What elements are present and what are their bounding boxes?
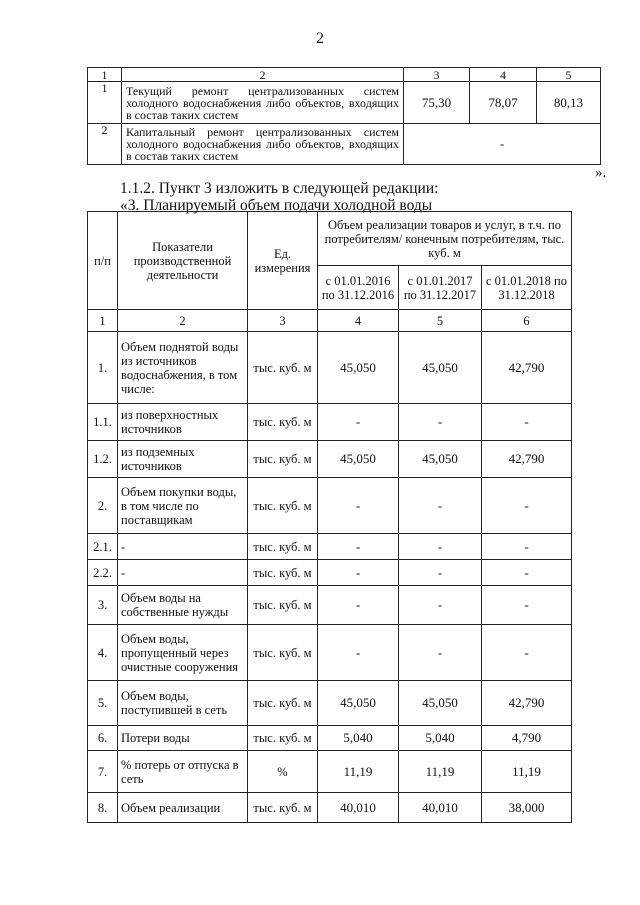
value-2017: 45,050 (399, 681, 482, 726)
closing-quote: ». (595, 165, 607, 181)
table-row (88, 560, 572, 586)
indicator-name: % потерь от отпуска в сеть (118, 751, 248, 793)
unit-cell: тыс. куб. м (248, 560, 318, 586)
table-row (88, 332, 572, 404)
table-row (88, 124, 601, 165)
row-number: 2 (88, 124, 122, 165)
row-text: Текущий ремонт централизованных систем холодного водоснабжения либо объектов, входящих в состав таких систем (122, 82, 404, 124)
indicator-name: Потери воды (118, 726, 248, 751)
table-row (88, 534, 572, 560)
row-number: 1. (88, 332, 118, 404)
indicator-name: Объем воды на собственные нужды (118, 586, 248, 625)
table-row (88, 726, 572, 751)
table-row (88, 586, 572, 625)
column-number: 1 (88, 310, 118, 332)
table-header-row (88, 212, 572, 266)
value-2018: - (482, 586, 572, 625)
indicator-name: Объем воды, поступившей в сеть (118, 681, 248, 726)
header-period: с 01.01.2018 по 31.12.2018 (482, 266, 572, 310)
header-period: с 01.01.2016 по 31.12.2016 (318, 266, 399, 310)
value-2018: 42,790 (482, 441, 572, 478)
unit-cell: тыс. куб. м (248, 441, 318, 478)
unit-cell: тыс. куб. м (248, 534, 318, 560)
value-2017: - (399, 625, 482, 681)
row-text: Капитальный ремонт централизованных систем холодного водоснабжения либо объектов, входящих в состав таких систем (122, 124, 404, 165)
value-2016: 5,040 (318, 726, 399, 751)
value-2017: - (399, 478, 482, 534)
value-2018: 42,790 (482, 681, 572, 726)
page-number: 2 (316, 30, 324, 47)
value-2016: - (318, 534, 399, 560)
value-2017: - (399, 586, 482, 625)
value-2016: 40,010 (318, 793, 399, 823)
value-2016: - (318, 560, 399, 586)
column-number: 2 (118, 310, 248, 332)
value-2017: - (399, 534, 482, 560)
header-unit: Ед. измерения (248, 212, 318, 310)
section-title: «3. Планируемый объем подачи холодной воды (120, 197, 433, 214)
value-2018: - (482, 625, 572, 681)
table-row (88, 751, 572, 793)
value-2018: - (482, 478, 572, 534)
value-2017: 45,050 (399, 441, 482, 478)
column-number-row (88, 310, 572, 332)
column-number: 5 (399, 310, 482, 332)
indicator-name: Объем воды, пропущенный через очистные сооружения (118, 625, 248, 681)
unit-cell: тыс. куб. м (248, 625, 318, 681)
header-cell: 3 (404, 68, 470, 82)
row-number: 5. (88, 681, 118, 726)
unit-cell: тыс. куб. м (248, 726, 318, 751)
value-2016: 45,050 (318, 681, 399, 726)
header-pp: п/п (88, 212, 118, 310)
value-2016: - (318, 625, 399, 681)
value-2018: - (482, 534, 572, 560)
unit-cell: тыс. куб. м (248, 793, 318, 823)
row-number: 8. (88, 793, 118, 823)
row-number: 2.2. (88, 560, 118, 586)
value-cell: 80,13 (537, 82, 601, 124)
header-cell: 1 (88, 68, 122, 82)
value-2017: 11,19 (399, 751, 482, 793)
value-2016: - (318, 586, 399, 625)
header-indicators: Показатели производственной деятельности (118, 212, 248, 310)
row-number: 3. (88, 586, 118, 625)
indicator-name: Объем поднятой воды из источников водоснабжения, в том числе: (118, 332, 248, 404)
table-header-row (88, 68, 601, 82)
table-row (88, 681, 572, 726)
indicator-name: Объем покупки воды, в том числе по поставщикам (118, 478, 248, 534)
indicator-name: из поверхностных источников (118, 404, 248, 441)
header-volume: Объем реализации товаров и услуг, в т.ч. по потребителям/ конечным потребителям, тыс. куб. м (318, 212, 572, 266)
row-number: 1 (88, 82, 122, 124)
header-period: с 01.01.2017 по 31.12.2017 (399, 266, 482, 310)
water-volume-table (87, 211, 572, 823)
table-row (88, 478, 572, 534)
value-2016: 11,19 (318, 751, 399, 793)
section-heading: 1.1.2. Пункт 3 изложить в следующей редакции: (120, 180, 439, 197)
table-row (88, 82, 601, 124)
row-number: 2.1. (88, 534, 118, 560)
repair-table (87, 67, 601, 165)
value-cell: 75,30 (404, 82, 470, 124)
value-2017: - (399, 560, 482, 586)
header-cell: 5 (537, 68, 601, 82)
value-2016: 45,050 (318, 441, 399, 478)
header-cell: 2 (122, 68, 404, 82)
row-number: 1.2. (88, 441, 118, 478)
unit-cell: тыс. куб. м (248, 478, 318, 534)
row-number: 2. (88, 478, 118, 534)
value-2018: 11,19 (482, 751, 572, 793)
value-cell: 78,07 (470, 82, 537, 124)
table-row (88, 441, 572, 478)
table-row (88, 625, 572, 681)
value-2018: 42,790 (482, 332, 572, 404)
value-2017: 5,040 (399, 726, 482, 751)
unit-cell: тыс. куб. м (248, 586, 318, 625)
value-2017: 45,050 (399, 332, 482, 404)
unit-cell: тыс. куб. м (248, 681, 318, 726)
unit-cell: % (248, 751, 318, 793)
column-number: 3 (248, 310, 318, 332)
value-2018: 4,790 (482, 726, 572, 751)
table-row (88, 793, 572, 823)
column-number: 6 (482, 310, 572, 332)
value-2018: 38,000 (482, 793, 572, 823)
row-number: 7. (88, 751, 118, 793)
value-2018: - (482, 404, 572, 441)
value-2016: 45,050 (318, 332, 399, 404)
indicator-name: - (118, 534, 248, 560)
indicator-name: - (118, 560, 248, 586)
value-2018: - (482, 560, 572, 586)
value-2017: 40,010 (399, 793, 482, 823)
header-cell: 4 (470, 68, 537, 82)
value-2016: - (318, 478, 399, 534)
row-number: 6. (88, 726, 118, 751)
unit-cell: тыс. куб. м (248, 404, 318, 441)
unit-cell: тыс. куб. м (248, 332, 318, 404)
indicator-name: Объем реализации (118, 793, 248, 823)
value-2016: - (318, 404, 399, 441)
value-cell: - (404, 124, 601, 165)
row-number: 4. (88, 625, 118, 681)
table-row (88, 404, 572, 441)
column-number: 4 (318, 310, 399, 332)
value-2017: - (399, 404, 482, 441)
row-number: 1.1. (88, 404, 118, 441)
indicator-name: из подземных источников (118, 441, 248, 478)
